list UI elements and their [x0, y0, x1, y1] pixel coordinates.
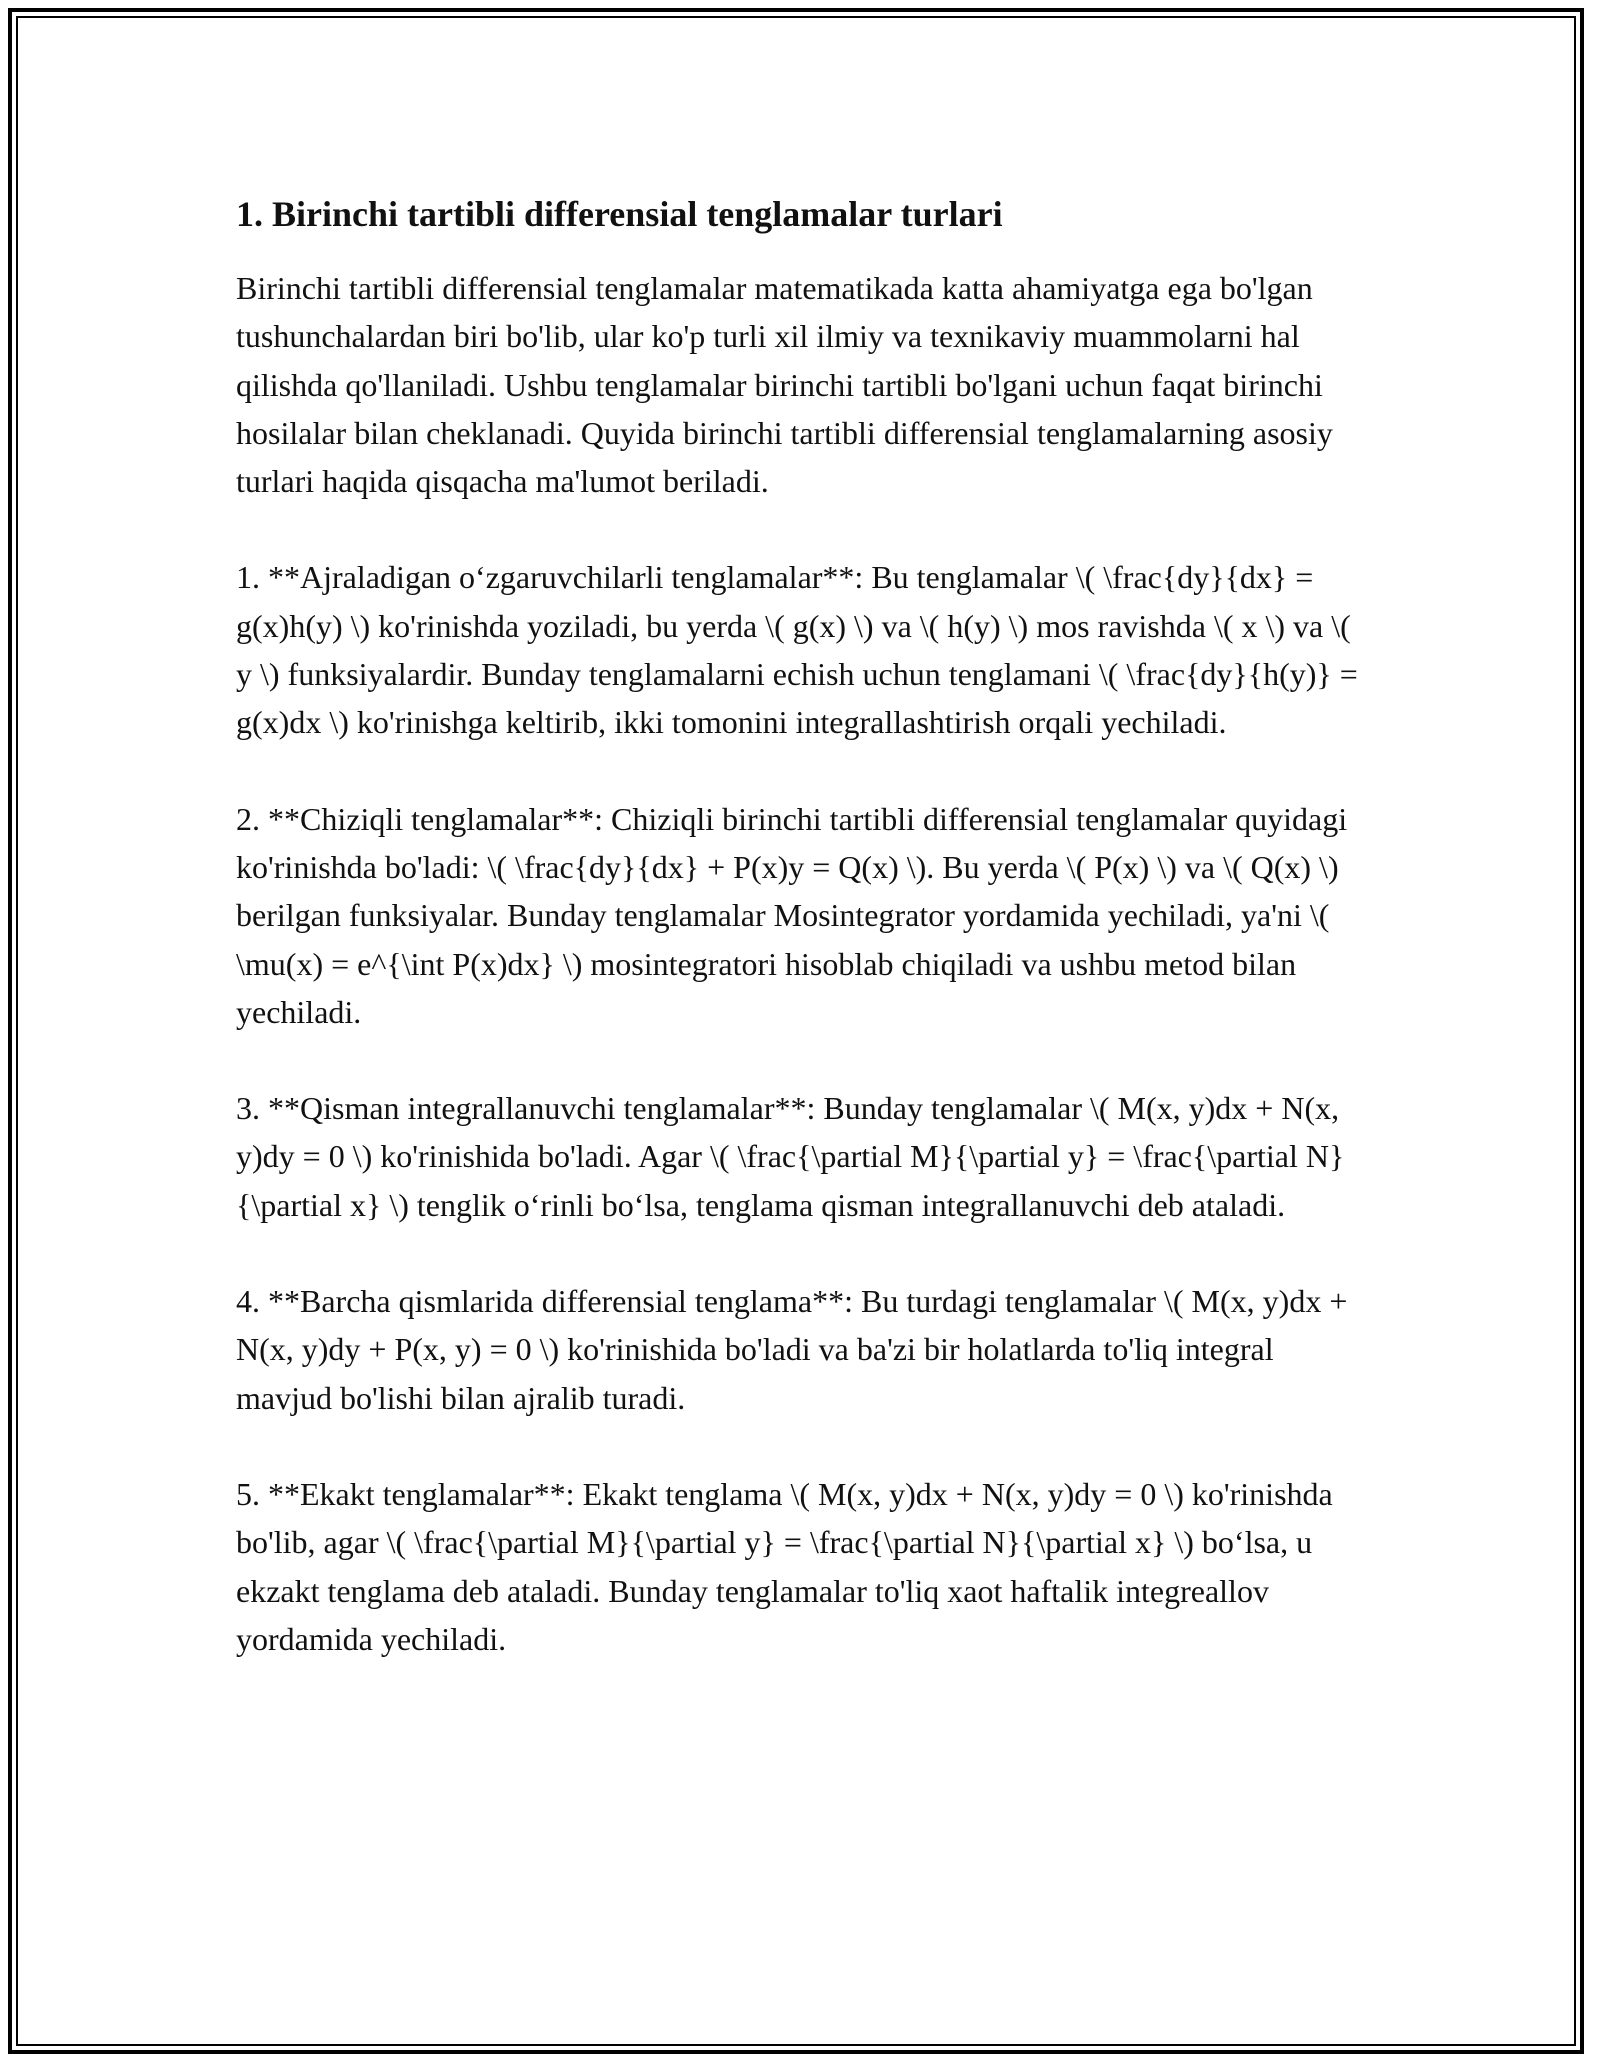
- intro-paragraph: Birinchi tartibli differensial tenglamalar matematikada katta ahamiyatga ega bo'lgan tushunchalardan biri bo'lib, ular ko'p turli xil ilmiy va texnikaviy muammolarni hal qilishda qo'llaniladi. Ushbu tenglamalar birinchi tartibli bo'lgani uchun faqat birinchi hosilalar bilan cheklanadi. Quyida birinchi tartibli differensial tenglamalarning asosiy turlari haqida qisqacha ma'lumot beriladi.: [236, 270, 1333, 500]
- document-body: [236, 184, 1366, 1711]
- paragraph-partially-integrable-equations: 3. **Qisman integrallanuvchi tenglamalar**: Bunday tenglamalar \( M(x, y)dx + N(x, y)dy = 0 \) ko'rinishida bo'ladi. Agar \( \frac{\partial M}{\partial y} = \frac{\partial N}{\partial x} \) tenglik o‘rinli bo‘lsa, tenglama qisman integrallanuvchi deb ataladi.: [236, 1090, 1345, 1223]
- paragraph-exact-equations: 5. **Ekakt tenglamalar**: Ekakt tenglama \( M(x, y)dx + N(x, y)dy = 0 \) ko'rinishda bo'lib, agar \( \frac{\partial M}{\partial y} = \frac{\partial N}{\partial x} \) bo‘lsa, u ekzakt tenglama deb ataladi. Bunday tenglamalar to'liq xaot haftalik integreallov yordamida yechiladi.: [236, 1475, 1333, 1657]
- paragraph-linear-equations: 2. **Chiziqli tenglamalar**: Chiziqli birinchi tartibli differensial tenglamalar quyidagi ko'rinishda bo'ladi: \( \frac{dy}{dx} + P(x)y = Q(x) \). Bu yerda \( P(x) \) va \( Q(x) \) berilgan funksiyalar. Bunday tenglamalar Mosintegrator yordamida yechiladi, ya'ni \( \mu(x) = e^{\int P(x)dx} \) mosintegratori hisoblab chiqiladi va ushbu metod bilan yechiladi.: [236, 800, 1348, 1030]
- section-heading: 1. Birinchi tartibli differensial tenglamalar turlari: [236, 194, 1003, 234]
- paragraph-separable-equations: 1. **Ajraladigan o‘zgaruvchilarli tenglamalar**: Bu tenglamalar \( \frac{dy}{dx} = g(x)h(y) \) ko'rinishda yoziladi, bu yerda \( g(x) \) va \( h(y) \) mos ravishda \( x \) va \( y \) funksiyalardir. Bunday tenglamalarni echish uchun tenglamani \( \frac{dy}{h(y)} = g(x)dx \) ko'rinishga keltirib, ikki tomonini integrallashtirish orqali yechiladi.: [236, 559, 1358, 741]
- paragraph-total-differential-equations: 4. **Barcha qismlarida differensial tenglama**: Bu turdagi tenglamalar \( M(x, y)dx + N(x, y)dy + P(x, y) = 0 \) ko'rinishida bo'ladi va ba'zi bir holatlarda to'liq integral mavjud bo'lishi bilan ajralib turadi.: [236, 1283, 1348, 1416]
